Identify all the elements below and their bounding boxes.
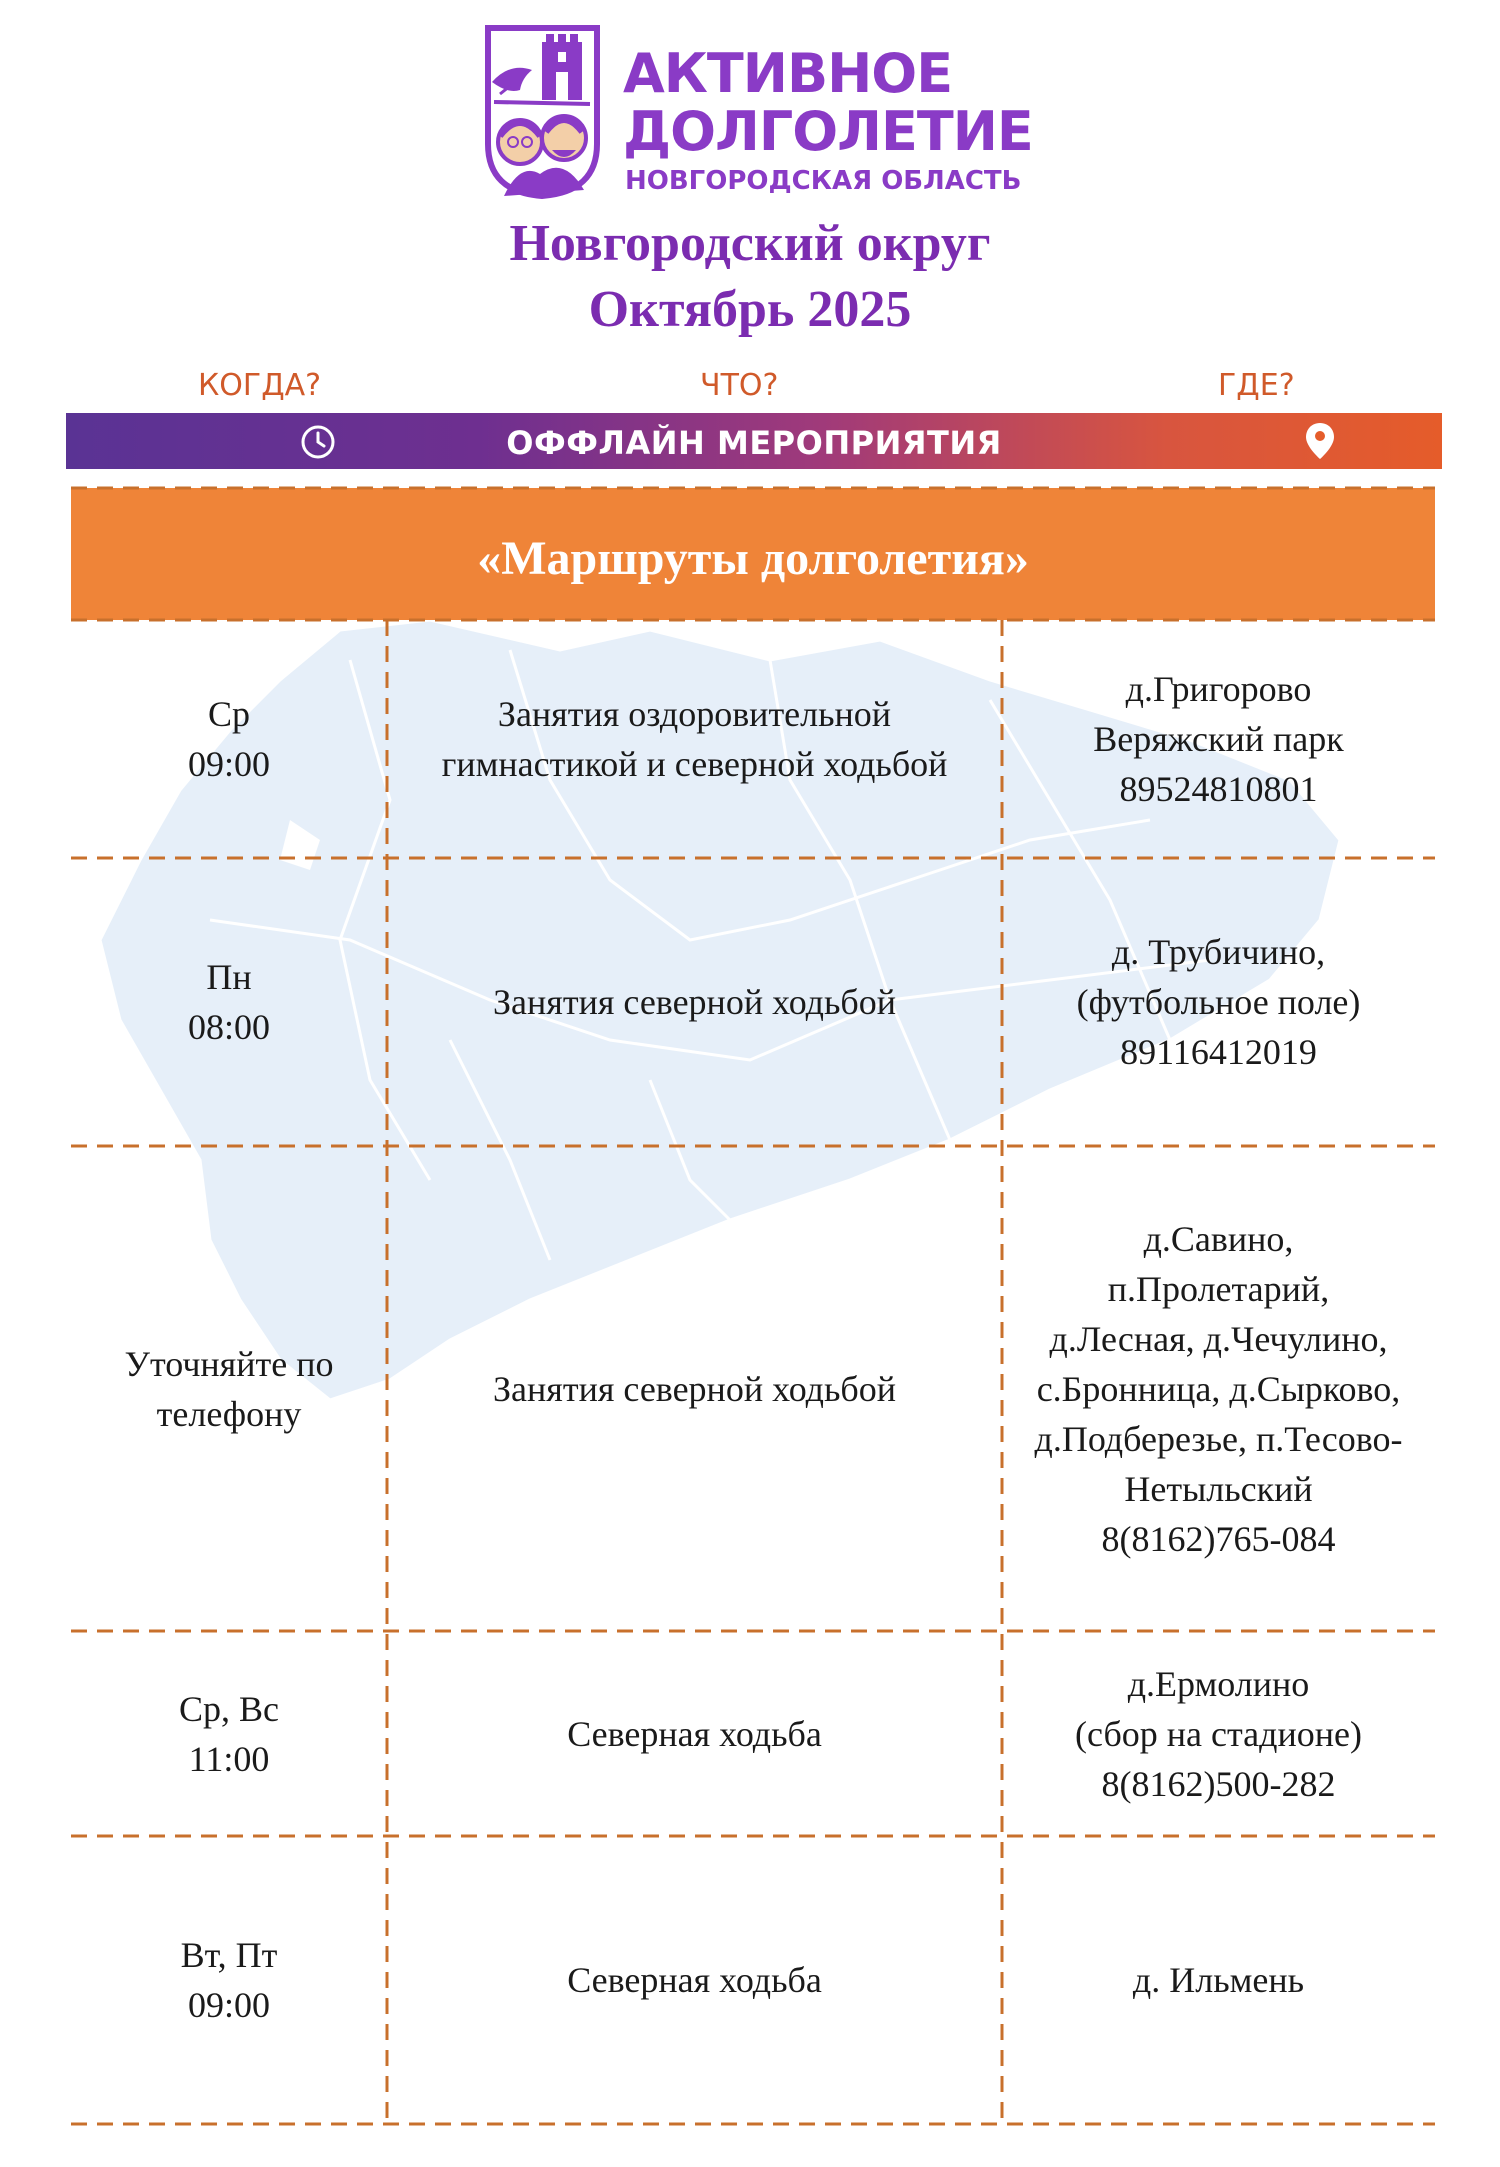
- what-line: Занятия оздоровительной: [497, 694, 892, 734]
- what-line: Занятия северной ходьбой: [493, 1368, 896, 1409]
- when-line: 09:00: [187, 1985, 270, 2025]
- when-line: Уточняйте по: [124, 1343, 334, 1384]
- what-line: Занятия северной ходьбой: [493, 982, 896, 1022]
- where-line: (сбор на стадионе): [1075, 1713, 1362, 1754]
- table-cell-what: [387, 1631, 1002, 1836]
- column-header-where: ГДЕ?: [1218, 368, 1295, 403]
- map-pin-icon: [1304, 421, 1336, 461]
- where-line: с.Бронница, д.Сырково,: [1036, 1368, 1401, 1409]
- table-cell-when: [71, 1631, 387, 1836]
- table-cell-what: [387, 1146, 1002, 1631]
- table-cell-where: [1002, 1631, 1435, 1836]
- where-line: д.Савино,: [1143, 1218, 1294, 1259]
- when-line: 11:00: [188, 1738, 270, 1779]
- where-line: п.Пролетарий,: [1107, 1268, 1330, 1309]
- where-line: д.Григорово: [1125, 669, 1312, 709]
- offline-events-label: ОФФЛАЙН МЕРОПРИЯТИЯ: [506, 424, 1002, 462]
- table-cell-when: [71, 858, 387, 1146]
- where-line: д.Лесная, д.Чечулино,: [1049, 1318, 1388, 1359]
- when-line: Ср: [207, 694, 250, 734]
- page-title-month: Октябрь 2025: [588, 281, 912, 338]
- when-line: телефону: [156, 1393, 302, 1434]
- table-cell-what: [387, 1836, 1002, 2124]
- where-phone: 8(8162)765-084: [1101, 1518, 1336, 1559]
- when-line: Ср, Вс: [178, 1688, 279, 1729]
- logo-title-line2: ДОЛГОЛЕТИЕ: [623, 100, 1033, 163]
- what-line: Северная ходьба: [567, 1713, 822, 1754]
- when-line: 08:00: [187, 1007, 270, 1047]
- offline-events-bar: [66, 413, 1442, 469]
- table-cell-when: [71, 1836, 387, 2124]
- table-cell-when: [71, 620, 387, 858]
- when-line: Пн: [206, 957, 252, 997]
- where-phone: 89116412019: [1120, 1032, 1317, 1072]
- active-longevity-emblem-icon: [480, 24, 605, 200]
- what-line: Северная ходьба: [567, 1960, 822, 2000]
- page-title-district: Новгородский округ: [509, 215, 991, 272]
- where-line: д. Ильмень: [1132, 1960, 1305, 2000]
- table-cell-where: [1002, 1146, 1435, 1631]
- where-phone: 89524810801: [1119, 769, 1318, 809]
- logo-title-line1: АКТИВНОЕ: [623, 42, 953, 105]
- table-cell-where: [1002, 1836, 1435, 2124]
- section-title: «Маршруты долголетия»: [477, 532, 1029, 585]
- table-cell-where: [1002, 858, 1435, 1146]
- where-phone: 8(8162)500-282: [1101, 1763, 1336, 1804]
- where-line: д.Подберезье, п.Тесово-: [1034, 1418, 1403, 1459]
- where-line: Веряжский парк: [1093, 719, 1344, 759]
- where-line: д. Трубичино,: [1111, 932, 1326, 972]
- table-cell-what: [387, 858, 1002, 1146]
- where-line: (футбольное поле): [1076, 982, 1361, 1022]
- column-header-when: КОГДА?: [198, 368, 322, 403]
- logo: [480, 24, 1040, 204]
- what-line: гимнастикой и северной ходьбой: [441, 744, 948, 784]
- section-header: [71, 488, 1435, 620]
- table-cell-what: [387, 620, 1002, 858]
- column-header-what: ЧТО?: [700, 368, 779, 403]
- logo-region: НОВГОРОДСКАЯ ОБЛАСТЬ: [625, 166, 1022, 196]
- when-line: Вт, Пт: [180, 1935, 278, 1975]
- where-line: д.Ермолино: [1127, 1663, 1310, 1704]
- where-line: Нетыльский: [1124, 1468, 1313, 1509]
- when-line: 09:00: [187, 744, 270, 784]
- table-cell-when: [71, 1146, 387, 1631]
- table-cell-where: [1002, 620, 1435, 858]
